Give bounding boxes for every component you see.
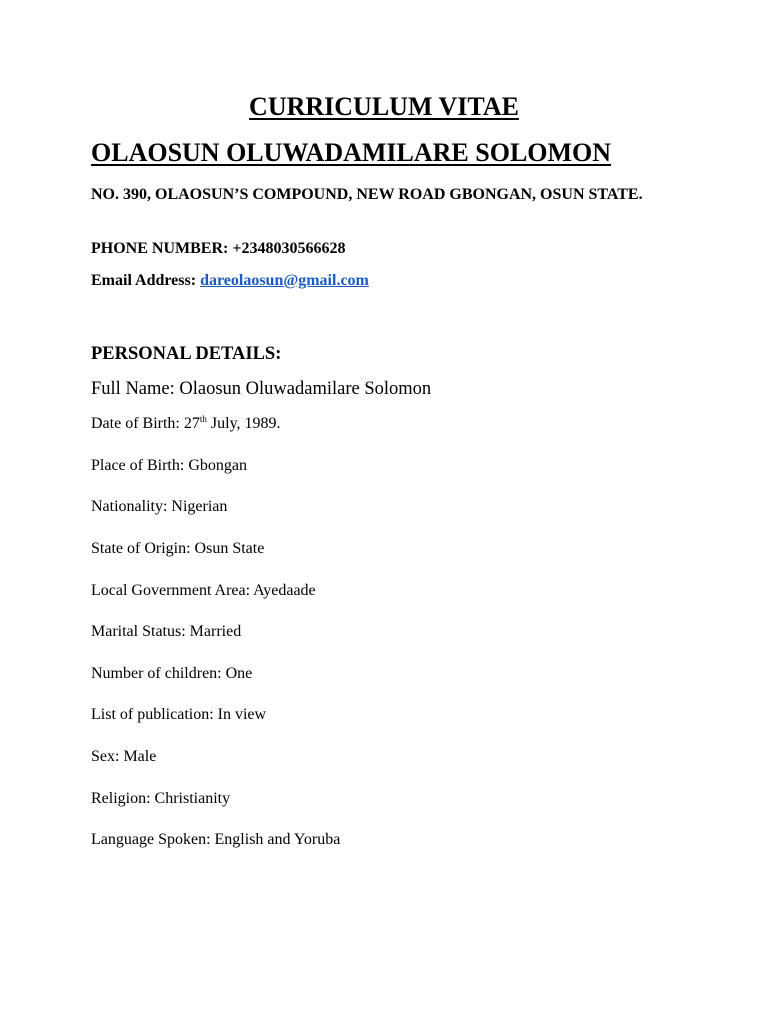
number-of-children-line: Number of children: One xyxy=(91,665,253,682)
address: NO. 390, OLAOSUN’S COMPOUND, NEW ROAD GBONGAN, OSUN STATE. xyxy=(91,186,643,203)
publication-line: List of publication: In view xyxy=(91,706,267,723)
dob-rest: July, 1989. xyxy=(206,415,281,432)
state-of-origin-line: State of Origin: Osun State xyxy=(91,540,265,557)
personal-details-heading: PERSONAL DETAILS: xyxy=(91,344,282,364)
religion-line: Religion: Christianity xyxy=(91,790,231,807)
email-link[interactable]: dareolaosun@gmail.com xyxy=(200,272,369,289)
email-row xyxy=(91,272,369,290)
email-label: Email Address: xyxy=(91,272,197,289)
full-name-line: Full Name: Olaosun Oluwadamilare Solomon xyxy=(91,379,432,399)
sex-line: Sex: Male xyxy=(91,748,157,765)
nationality-line: Nationality: Nigerian xyxy=(91,498,228,515)
lga-line: Local Government Area: Ayedaade xyxy=(91,582,316,599)
document-title: CURRICULUM VITAE xyxy=(249,92,519,121)
language-line: Language Spoken: English and Yoruba xyxy=(91,831,341,848)
phone-number: PHONE NUMBER: +2348030566628 xyxy=(91,240,346,257)
date-of-birth-line xyxy=(91,415,281,433)
place-of-birth-line: Place of Birth: Gbongan xyxy=(91,457,247,474)
dob-prefix: Date of Birth: 27 xyxy=(91,415,200,432)
marital-status-line: Marital Status: Married xyxy=(91,623,242,640)
candidate-name: OLAOSUN OLUWADAMILARE SOLOMON xyxy=(91,138,612,167)
dob-ordinal-suffix: th xyxy=(199,414,207,424)
